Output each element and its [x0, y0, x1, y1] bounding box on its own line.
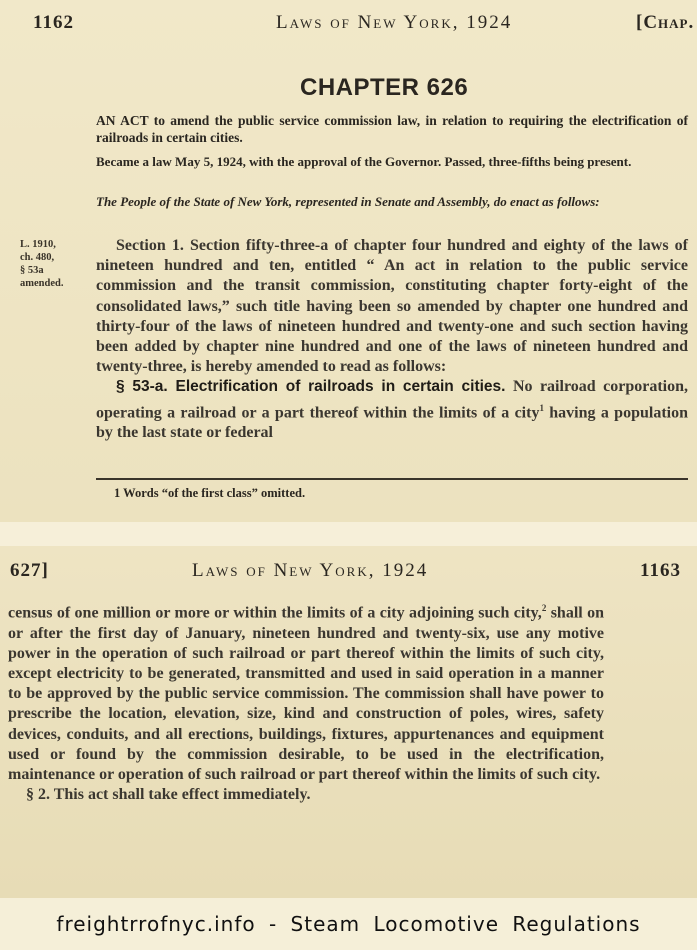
continued-section-body [8, 598, 604, 805]
became-law-note: Became a law May 5, 1924, with the approval of the Governor. Passed, three-fifths being present. [96, 154, 632, 169]
section-53a-text-cont: having a population by the last state or federal [96, 403, 688, 442]
continued-text-start: census of one million or more or within the limits of a city adjoining such city, [8, 604, 542, 622]
section-1-body [96, 236, 688, 443]
bottom-page [0, 546, 697, 898]
margin-note-line: § 53a [20, 265, 44, 276]
page-number: 1162 [33, 12, 74, 33]
page-gap [0, 522, 697, 546]
margin-note-line: amended. [20, 278, 64, 289]
running-head-top [0, 0, 697, 33]
margin-note [20, 238, 78, 290]
footnote-rule [96, 478, 688, 480]
footnote-marker: 2 [541, 603, 547, 613]
continued-text [8, 598, 604, 785]
act-title: AN ACT to amend the public service commission law, in relation to requiring the electrification of railroads in certain cities. [96, 113, 688, 145]
chapter-ref: [Chap. [636, 12, 695, 33]
margin-note-line: L. 1910, [20, 239, 56, 250]
chapter-ref: 627] [10, 560, 49, 581]
continued-text-rest: shall on or after the first day of January, nineteen hundred and twenty-six, use any motive power in the operation of such railroad or part thereof within the limits of such city, except electricity to be generated, transmitted and used in said operation in a manner to be approved by the public service commission. The commission shall have power to prescribe the location, elevation, size, kind and construction of poles, wires, safety devices, conduits, and all erections, buildings, fixtures, appurtenances and equipment used or found by the commission desirable, to be used in the electrification, maintenance or operation of such railroad or part thereof within the limits of such city. [8, 604, 605, 783]
footnote: 1 Words “of the first class” omitted. [114, 486, 306, 500]
section-53a-heading: § 53-a. Electrification of railroads in certain cities. [116, 378, 506, 396]
section-2-text: § 2. This act shall take effect immediately. [26, 786, 311, 804]
section-53a-paragraph [96, 377, 688, 443]
footnote-marker: 1 [539, 402, 544, 413]
enacting-clause: The People of the State of New York, represented in Senate and Assembly, do enact as follows: [96, 194, 600, 209]
section-53a-text: No railroad corporation, operating a railroad or a part thereof within the limits of a city [96, 378, 688, 421]
chapter-title: CHAPTER 626 [300, 74, 469, 101]
page-number: 1163 [640, 560, 681, 581]
running-title: Laws of New York, 1924 [192, 560, 429, 581]
running-title: Laws of New York, 1924 [276, 12, 513, 33]
margin-note-line: ch. 480, [20, 252, 55, 263]
site-caption: freightrrofnyc.info - Steam Locomotive Regulations [0, 898, 697, 950]
section-1-text: Section 1. Section fifty-three-a of chapter four hundred and eighty of the laws of nineteen hundred and ten, entitled “ An act in relation to the public service commission and the transit commission, constituting chapter forty-eight of the consolidated laws,” such title having been so amended by chapter one hundred and thirty-four of the laws of nineteen hundred and twenty-one and such section having been added by chapter nine hundred and one of the laws of nineteen hundred and twenty-three, is hereby amended to read as follows: [96, 237, 688, 376]
running-head-bottom [0, 546, 697, 581]
